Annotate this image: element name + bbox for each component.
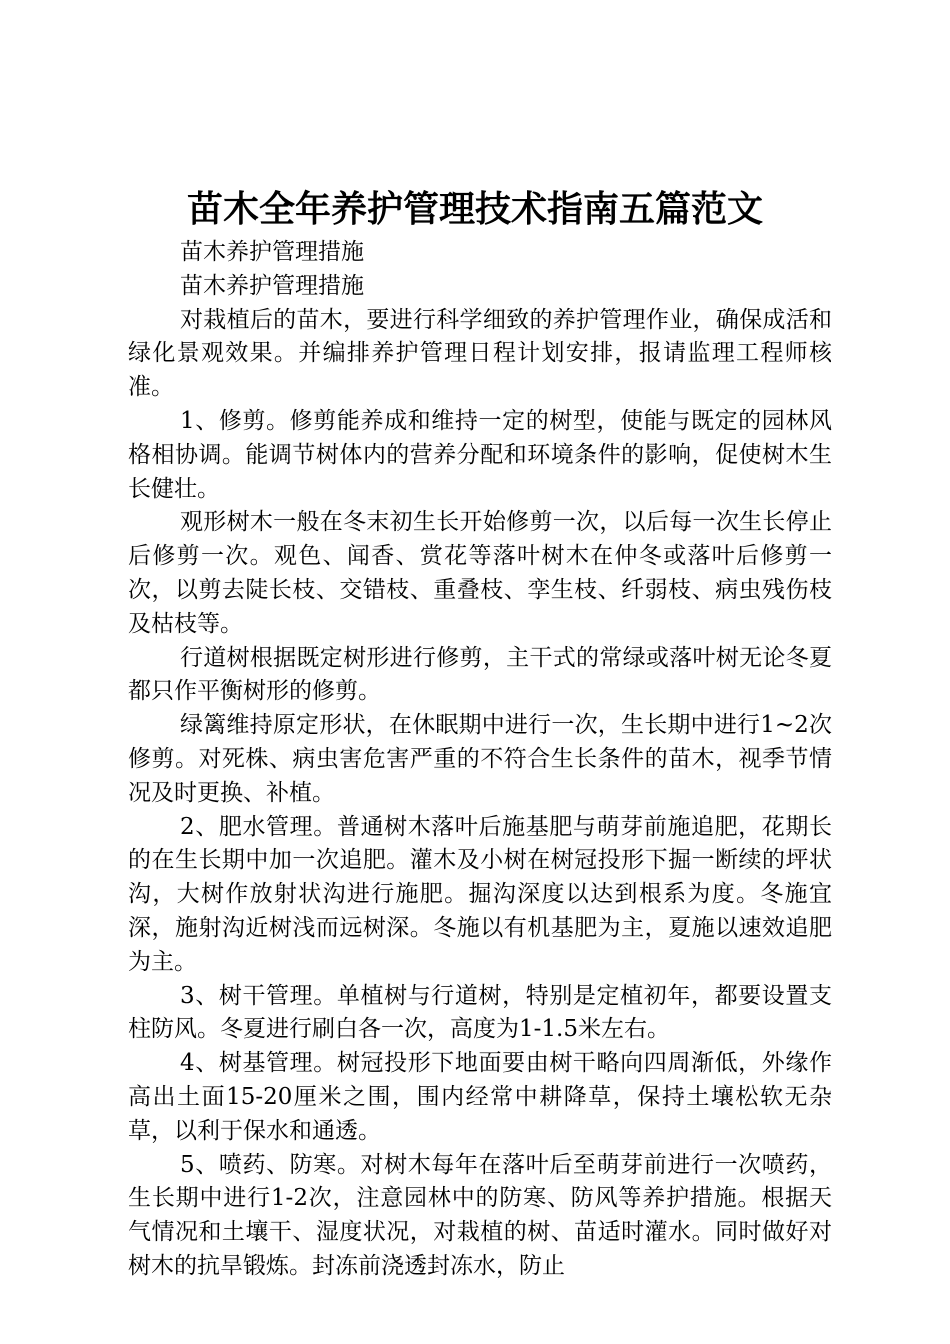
paragraph-street-trees: 行道树根据既定树形进行修剪，主干式的常绿或落叶树无论冬夏都只作平衡树形的修剪。 xyxy=(128,644,832,705)
document-title: 苗木全年养护管理技术指南五篇范文 xyxy=(186,188,763,230)
subheading-1: 苗木养护管理措施 xyxy=(180,239,364,265)
paragraph-intro: 对栽植后的苗木，要进行科学细致的养护管理作业，确保成活和绿化景观效果。并编排养护管理日程计划安排，报请监理工程师核准。 xyxy=(128,306,832,401)
paragraph-spraying-cold-protection: 5、喷药、防寒。对树木每年在落叶后至萌芽前进行一次喷药，生长期中进行1-2次，注意园林中的防寒、防风等养护措施。根据天气情况和土壤干、湿度状况，对栽植的树、苗适时灌水。同时做好对树木的抗旱锻炼。封冻前浇透封冻水，防止 xyxy=(128,1151,832,1279)
subheading-2: 苗木养护管理措施 xyxy=(180,272,364,299)
paragraph-trunk-management: 3、树干管理。单植树与行道树，特别是定植初年，都要设置支柱防风。冬夏进行刷白各一次，高度为1-1.5米左右。 xyxy=(128,982,832,1043)
document-body xyxy=(128,236,832,1284)
paragraph-hedges: 绿篱维持原定形状，在休眠期中进行一次，生长期中进行1~2次修剪。对死株、病虫害危害严重的不符合生长条件的苗木，视季节情况及时更换、补植。 xyxy=(128,712,832,806)
paragraph-pruning: 1、修剪。修剪能养成和维持一定的树型，使能与既定的园林风格相协调。能调节树体内的营养分配和环境条件的影响，促使树木生长健壮。 xyxy=(128,407,832,502)
paragraph-ornamental-trees: 观形树木一般在冬末初生长开始修剪一次，以后每一次生长停止后修剪一次。观色、闻香、赏花等落叶树木在仲冬或落叶后修剪一次，以剪去陡长枝、交错枝、重叠枝、孪生枝、纤弱枝、病虫残伤枝及枯枝等。 xyxy=(128,509,832,637)
paragraph-tree-base: 4、树基管理。树冠投形下地面要由树干略向四周渐低，外缘作高出土面15-20厘米之围，围内经常中耕降草，保持土壤松软无杂草，以利于保水和通透。 xyxy=(128,1050,832,1144)
paragraph-fertilizer-water: 2、肥水管理。普通树木落叶后施基肥与萌芽前施追肥，花期长的在生长期中加一次追肥。灌木及小树在树冠投形下掘一断续的坪状沟，大树作放射状沟进行施肥。掘沟深度以达到根系为度。冬施宜深，施射沟近树浅而远树深。冬施以有机基肥为主，夏施以速效追肥为主。 xyxy=(128,813,832,975)
